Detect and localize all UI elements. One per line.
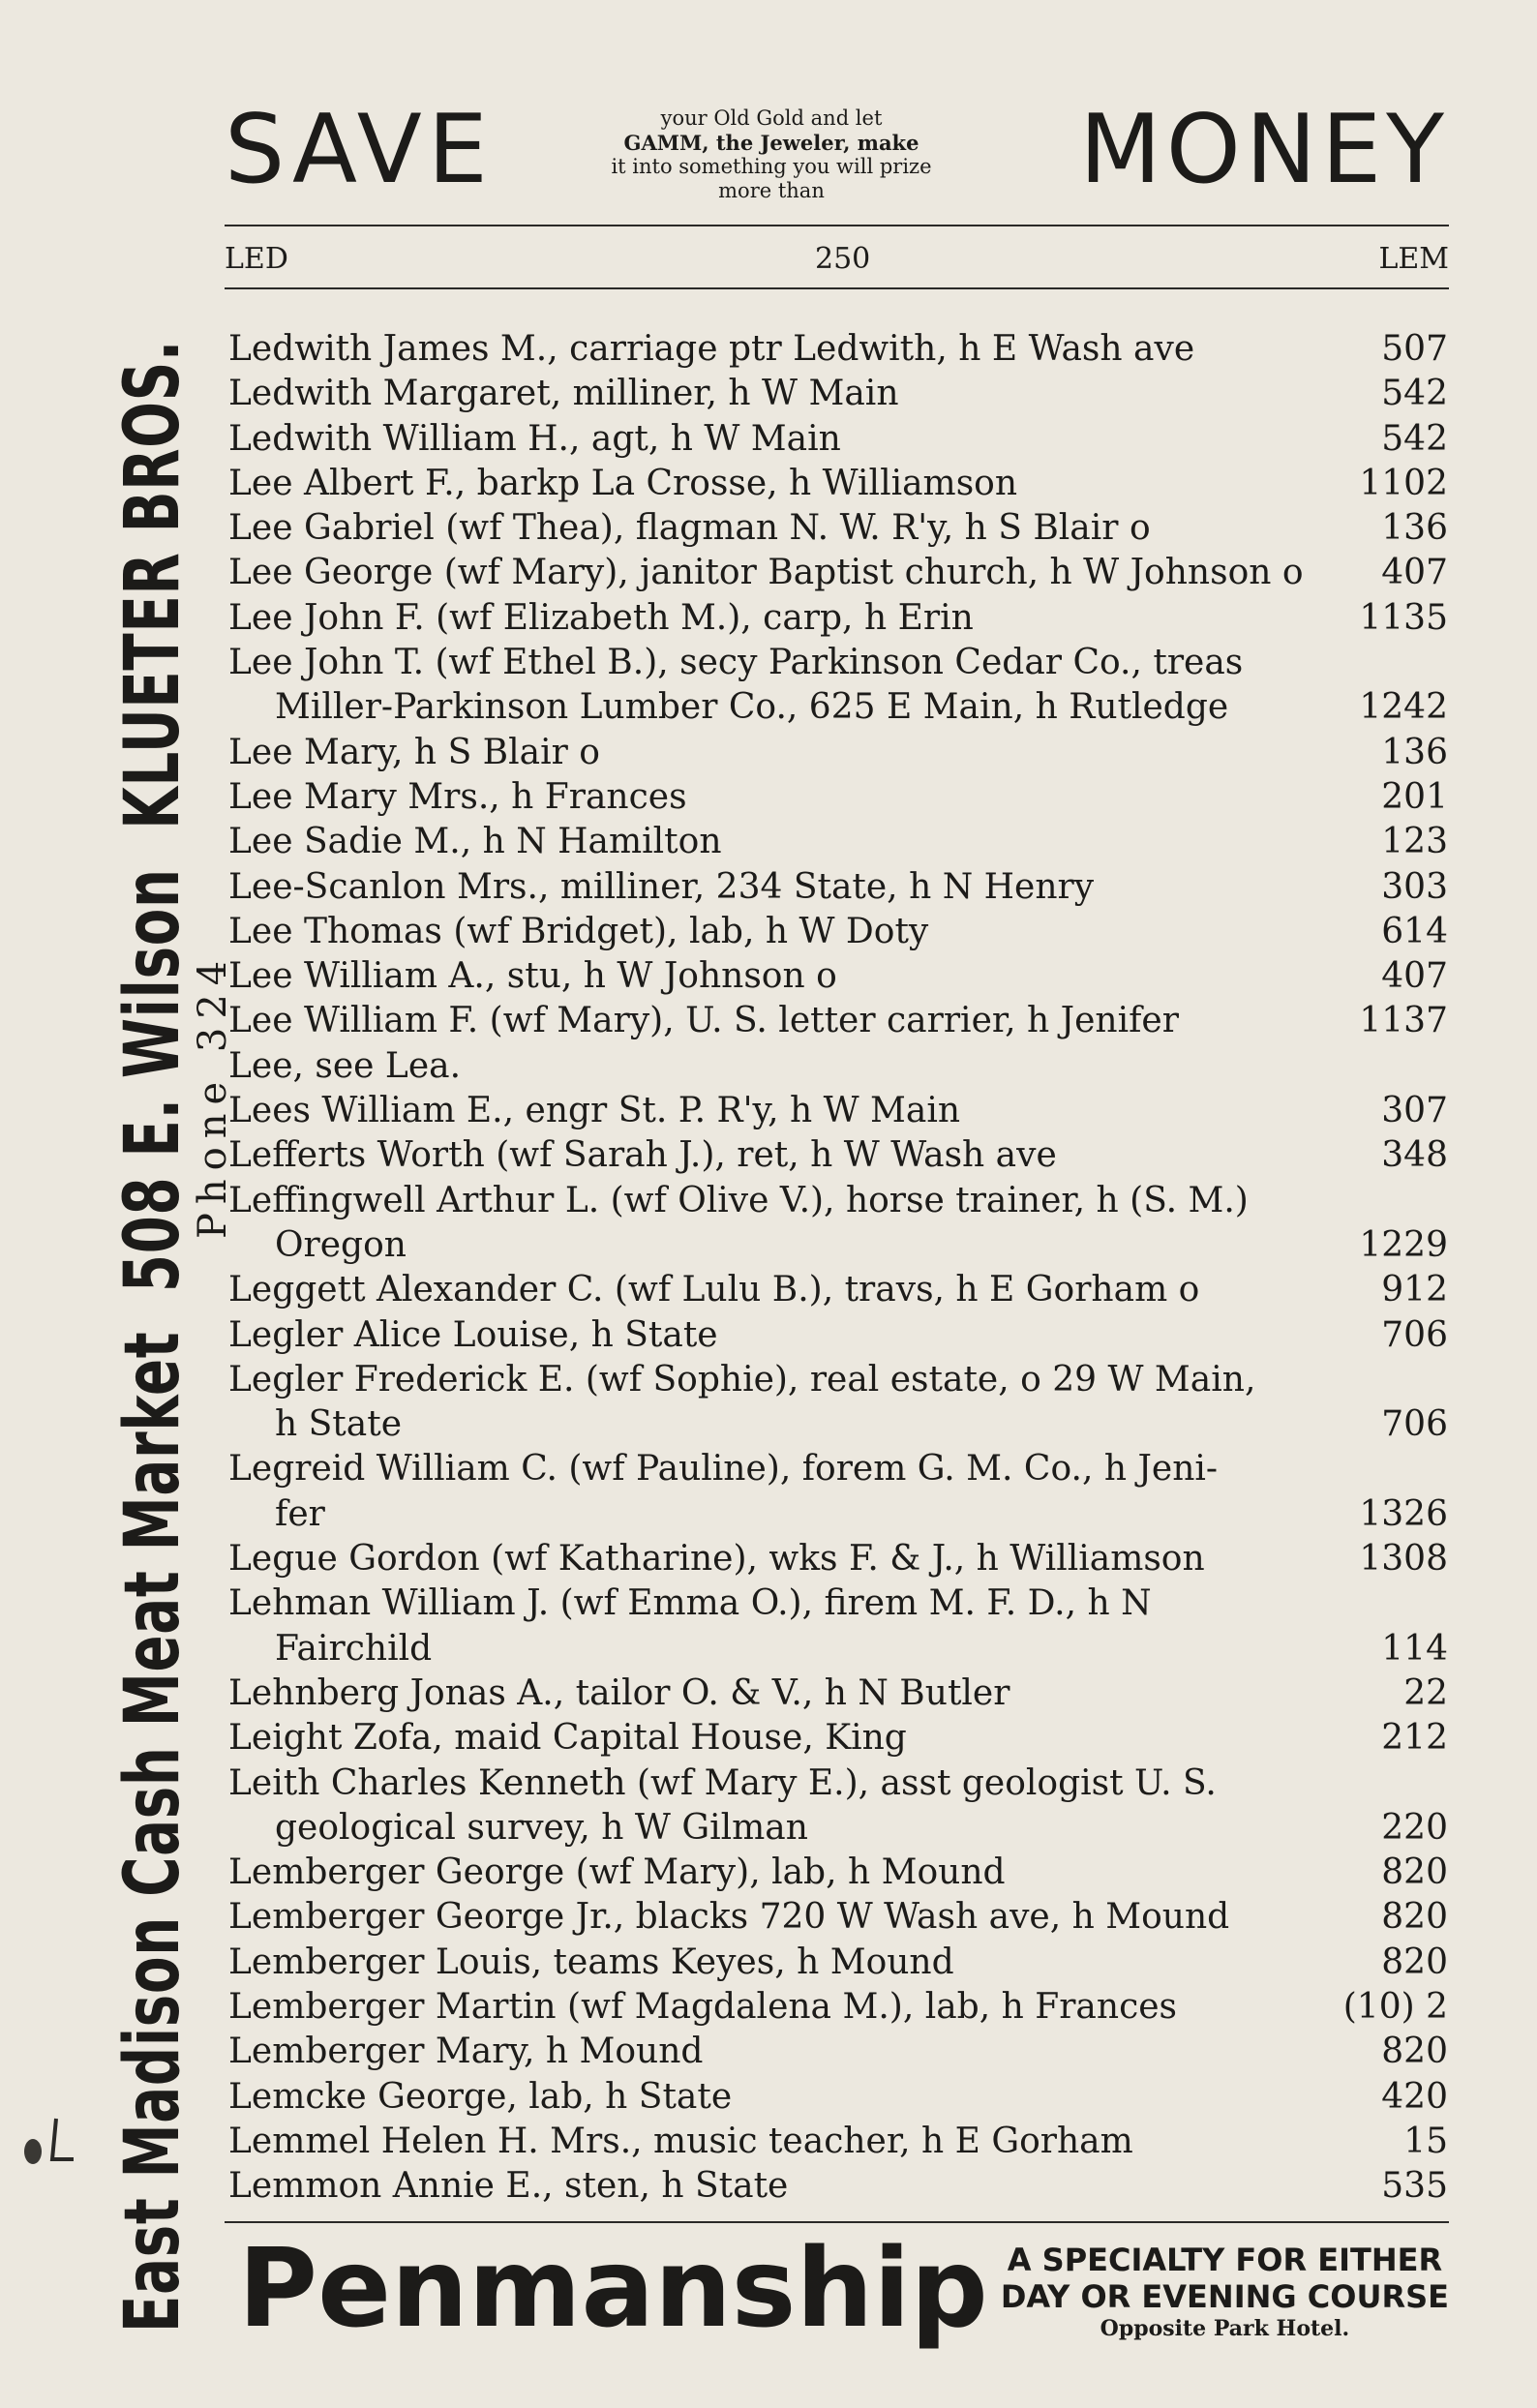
- entry-number: 123: [1381, 822, 1448, 862]
- entry-number: 706: [1381, 1404, 1448, 1445]
- entry-text: Lee Gabriel (wf Thea), flagman N. W. R'y, h S Blair o: [228, 508, 1151, 549]
- entry-text: Lefferts Worth (wf Sarah J.), ret, h W Wash ave: [228, 1135, 1057, 1176]
- directory-entry: [228, 2075, 1448, 2120]
- entry-text: Ledwith Margaret, milliner, h W Main: [228, 374, 899, 414]
- directory-entry: [228, 731, 1448, 775]
- entry-number: 1135: [1359, 597, 1448, 638]
- directory-entry: [228, 1851, 1448, 1895]
- directory-entry: [228, 1402, 1448, 1447]
- penmanship-location: Opposite Park Hotel.: [1100, 2316, 1350, 2341]
- directory-entry: [228, 685, 1448, 730]
- header-rule-top: [225, 225, 1449, 226]
- entry-number: 1137: [1359, 1001, 1448, 1041]
- directory-entry: [228, 1268, 1448, 1312]
- top-ad-line: it into something you will prize: [611, 155, 932, 178]
- entry-text: Lemberger Louis, teams Keyes, h Mound: [228, 1941, 954, 1982]
- penmanship-title: Penmanship: [238, 2226, 988, 2352]
- directory-entries: [228, 327, 1448, 2209]
- entry-number: 820: [1381, 1897, 1448, 1938]
- entry-number: 542: [1381, 418, 1448, 459]
- entry-text: Lemmon Annie E., sten, h State: [228, 2166, 789, 2207]
- entry-text: Lee Mary, h S Blair o: [228, 732, 600, 772]
- top-ad-line: more than: [718, 179, 825, 202]
- guide-word-left: LED: [225, 242, 288, 276]
- entry-text: Lemberger George Jr., blacks 720 W Wash ave, h Mound: [228, 1897, 1230, 1938]
- directory-entry: [228, 865, 1448, 910]
- entry-text: Leggett Alexander C. (wf Lulu B.), travs, h E Gorham o: [228, 1270, 1200, 1310]
- directory-entry: [228, 551, 1448, 595]
- entry-text: Lee John F. (wf Elizabeth M.), carp, h Erin: [228, 597, 974, 638]
- directory-entry: [228, 1447, 1448, 1491]
- entry-number: 507: [1381, 329, 1448, 369]
- entry-text: Legue Gordon (wf Katharine), wks F. & J., h Williamson: [228, 1539, 1205, 1580]
- entry-text: Oregon: [275, 1224, 407, 1265]
- entry-text: Lee Albert F., barkp La Crosse, h Williamson: [228, 463, 1018, 503]
- side-ad-address: 508 E. Wilson: [109, 868, 196, 1293]
- binding-marks: [19, 2115, 87, 2173]
- directory-entry: [228, 1806, 1448, 1851]
- entry-number: 114: [1381, 1628, 1448, 1669]
- entry-number: 1229: [1359, 1224, 1448, 1265]
- directory-entry: [228, 1537, 1448, 1581]
- entry-text: Lee Thomas (wf Bridget), lab, h W Doty: [228, 911, 929, 951]
- entry-number: 1102: [1359, 463, 1448, 503]
- entry-text: Lees William E., engr St. P. R'y, h W Main: [228, 1091, 961, 1131]
- entry-text: Fairchild: [275, 1628, 433, 1669]
- directory-entry: [228, 641, 1448, 685]
- entry-text: fer: [275, 1493, 325, 1534]
- entry-text: Legler Alice Louise, h State: [228, 1314, 718, 1355]
- penmanship-details: [1001, 2242, 1449, 2342]
- entry-text: Ledwith William H., agt, h W Main: [228, 418, 841, 459]
- top-ad-line: your Old Gold and let: [660, 106, 883, 130]
- directory-entry: [228, 2120, 1448, 2164]
- top-ad-save: SAVE: [225, 95, 494, 205]
- entry-text: Lemcke George, lab, h State: [228, 2076, 733, 2117]
- entry-number: 348: [1381, 1135, 1448, 1176]
- penmanship-line: A SPECIALTY FOR EITHER: [1007, 2242, 1443, 2278]
- directory-entry: [228, 1179, 1448, 1223]
- directory-entry: [228, 1492, 1448, 1537]
- entry-number: 706: [1381, 1314, 1448, 1355]
- directory-entry: [228, 1941, 1448, 1985]
- entry-number: 420: [1381, 2076, 1448, 2117]
- directory-entry: [228, 1985, 1448, 2030]
- directory-entry: [228, 1089, 1448, 1133]
- directory-entry: [228, 596, 1448, 641]
- directory-entry: [228, 1358, 1448, 1402]
- entry-number: 535: [1381, 2166, 1448, 2207]
- entry-text: Leffingwell Arthur L. (wf Olive V.), horse trainer, h (S. M.): [228, 1180, 1249, 1220]
- entry-number: 307: [1381, 1091, 1448, 1131]
- directory-entry: [228, 820, 1448, 864]
- entry-text: Lee Sadie M., h N Hamilton: [228, 822, 722, 862]
- directory-entry: [228, 327, 1448, 372]
- entry-text: Lee-Scanlon Mrs., milliner, 234 State, h N Henry: [228, 866, 1095, 907]
- directory-entry: [228, 372, 1448, 416]
- entry-text: Lee John T. (wf Ethel B.), secy Parkinson Cedar Co., treas: [228, 643, 1244, 683]
- top-ad-money: MONEY: [1079, 95, 1449, 205]
- entry-number: 1326: [1359, 1493, 1448, 1534]
- directory-entry: [228, 1627, 1448, 1671]
- side-ad-main-line: [109, 340, 196, 2333]
- directory-entry: [228, 417, 1448, 462]
- directory-entry: [228, 1895, 1448, 1940]
- entry-number: 303: [1381, 866, 1448, 907]
- entry-text: Lee, see Lea.: [228, 1045, 462, 1086]
- top-ad-line: GAMM, the Jeweler, make: [623, 131, 919, 155]
- entry-number: 820: [1381, 2032, 1448, 2072]
- entry-number: 912: [1381, 1270, 1448, 1310]
- entry-text: Lee William A., stu, h W Johnson o: [228, 956, 837, 997]
- entry-number: 220: [1381, 1807, 1448, 1848]
- directory-entry: [228, 1716, 1448, 1761]
- entry-text: Miller-Parkinson Lumber Co., 625 E Main, h Rutledge: [275, 687, 1229, 728]
- entry-text: Lehnberg Jonas A., tailor O. & V., h N Butler: [228, 1672, 1010, 1713]
- entry-number: 820: [1381, 1852, 1448, 1893]
- directory-entry: [228, 1223, 1448, 1268]
- entry-number: 820: [1381, 1941, 1448, 1982]
- directory-entry: [228, 462, 1448, 506]
- entry-text: Leight Zofa, maid Capital House, King: [228, 1718, 907, 1759]
- directory-entry: [228, 1671, 1448, 1716]
- entry-number: (10) 2: [1342, 1986, 1448, 2027]
- entry-number: 542: [1381, 374, 1448, 414]
- page-number: 250: [815, 242, 871, 276]
- entry-text: geological survey, h W Gilman: [275, 1807, 808, 1848]
- entry-number: 407: [1381, 553, 1448, 593]
- directory-entry: [228, 1581, 1448, 1626]
- entry-text: Leith Charles Kenneth (wf Mary E.), asst geologist U. S.: [228, 1762, 1217, 1803]
- side-ad-market-name: East Madison Cash Meat Market: [109, 1331, 196, 2333]
- side-ad-proprietor: KLUETER BROS.: [109, 340, 196, 829]
- running-header: [225, 240, 1449, 279]
- guide-word-right: LEM: [1378, 242, 1449, 276]
- directory-entry: [228, 2030, 1448, 2074]
- directory-entry: [228, 1044, 1448, 1089]
- directory-entry: [228, 775, 1448, 820]
- directory-entry: [228, 910, 1448, 954]
- directory-entry: [228, 1313, 1448, 1358]
- entry-text: Lee William F. (wf Mary), U. S. letter carrier, h Jenifer: [228, 1001, 1179, 1041]
- entry-text: Lemberger Mary, h Mound: [228, 2032, 704, 2072]
- bottom-advertisement: [225, 2226, 1449, 2352]
- header-rule-bottom: [225, 287, 1449, 289]
- entry-number: 136: [1381, 508, 1448, 549]
- entry-text: Lee George (wf Mary), janitor Baptist church, h W Johnson o: [228, 553, 1304, 593]
- entry-text: Ledwith James M., carriage ptr Ledwith, h E Wash ave: [228, 329, 1195, 369]
- footer-rule: [225, 2221, 1449, 2223]
- top-advertisement: [225, 97, 1449, 213]
- directory-entry: [228, 1133, 1448, 1178]
- entry-number: 201: [1381, 776, 1448, 817]
- side-advertisement: [111, 126, 237, 2333]
- entry-text: Lee Mary Mrs., h Frances: [228, 776, 687, 817]
- entry-number: 1308: [1359, 1539, 1448, 1580]
- directory-entry: [228, 2164, 1448, 2209]
- entry-text: Legler Frederick E. (wf Sophie), real estate, o 29 W Main,: [228, 1359, 1256, 1400]
- entry-number: 22: [1403, 1672, 1448, 1713]
- directory-entry: [228, 1761, 1448, 1806]
- top-ad-jeweler-text: [558, 106, 984, 203]
- entry-number: 614: [1381, 911, 1448, 951]
- side-ad-phone: Phone 324: [191, 951, 235, 1239]
- directory-entry: [228, 506, 1448, 551]
- entry-text: Lemmel Helen H. Mrs., music teacher, h E Gorham: [228, 2121, 1133, 2161]
- penmanship-line: DAY OR EVENING COURSE: [1000, 2278, 1449, 2315]
- entry-text: Lehman William J. (wf Emma O.), firem M. F. D., h N: [228, 1583, 1152, 1624]
- entry-number: 212: [1381, 1718, 1448, 1759]
- directory-entry: [228, 999, 1448, 1043]
- entry-text: h State: [275, 1404, 402, 1445]
- entry-number: 136: [1381, 732, 1448, 772]
- entry-number: 1242: [1359, 687, 1448, 728]
- entry-number: 15: [1403, 2121, 1448, 2161]
- ink-mark-icon: [19, 2115, 87, 2173]
- entry-text: Legreid William C. (wf Pauline), forem G. M. Co., h Jeni-: [228, 1449, 1219, 1490]
- entry-number: 407: [1381, 956, 1448, 997]
- entry-text: Lemberger George (wf Mary), lab, h Mound: [228, 1852, 1006, 1893]
- directory-entry: [228, 954, 1448, 999]
- entry-text: Lemberger Martin (wf Magdalena M.), lab, h Frances: [228, 1986, 1178, 2027]
